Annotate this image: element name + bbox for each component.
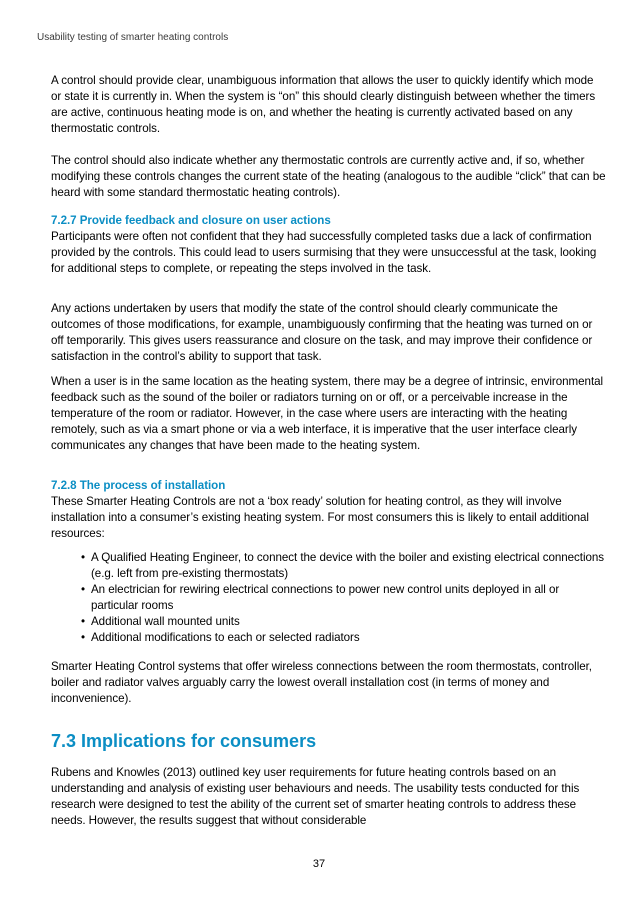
list-item-text: A Qualified Heating Engineer, to connect the device with the boiler and existing electrical connections (e.g. left from pre-existing thermostats) (91, 551, 605, 580)
body-section-3 (51, 213, 606, 277)
paragraph-rubens-knowles: Rubens and Knowles (2013) outlined key user requirements for future heating controls based on an understanding and analysis of existing user behaviours and needs. The usability tests conducted for this research were designed to test the ability of the current set of smarter heating controls to address these needs. However, the results suggest that without considerable (51, 766, 580, 827)
body-section-1 (51, 73, 606, 137)
body-section-8 (51, 765, 606, 829)
list-item (81, 582, 606, 614)
paragraph-installation: These Smarter Heating Controls are not a ‘box ready’ solution for heating control, as they will involve installation into a consumer’s existing heating system. For most consumers this is likely to entail additional resources: (51, 495, 589, 540)
list-item-text: An electrician for rewiring electrical connections to power new control units deployed in all or particular rooms (91, 583, 560, 612)
paragraph-participants-confidence: Participants were often not confident that they had successfully completed tasks due a lack of confirmation provided by the controls. This could lead to users surmising that they were unsuccessful at the task, looking for additional steps to complete, or repeating the steps involved in the task. (51, 230, 597, 275)
list-item-text: Additional wall mounted units (91, 615, 240, 628)
list-item (81, 630, 606, 646)
list-item (81, 614, 606, 630)
bullet-icon: • (81, 631, 86, 644)
body-section-2 (51, 153, 606, 201)
page-number: 37 (312, 858, 326, 870)
heading-7-2-8: 7.2.8 The process of installation (51, 479, 226, 492)
heading-7-3: 7.3 Implications for consumers (51, 731, 317, 751)
bullet-icon: • (81, 583, 86, 596)
bullet-icon: • (81, 615, 86, 628)
list-item-text: Additional modifications to each or selected radiators (91, 631, 360, 644)
body-section-4 (51, 301, 606, 365)
heading-7-2-7: 7.2.7 Provide feedback and closure on user actions (51, 214, 331, 227)
body-section-6 (51, 478, 606, 542)
body-section-5 (51, 374, 606, 454)
paragraph-remote-feedback: When a user is in the same location as the heating system, there may be a degree of intrinsic, environmental feedback such as the sound of the boiler or radiators turning on or off, or a perceivable increase in the temperature of the room or radiator. However, in the case where users are interacting with the heating remotely, such as via a smart phone or via a web interface, it is imperative that the user interface clearly communicates any changes that have been made to the heating system. (51, 375, 604, 452)
bullet-icon: • (81, 551, 86, 564)
list-item (81, 550, 606, 582)
paragraph-actions-feedback: Any actions undertaken by users that modify the state of the control should clearly communicate the outcomes of those modifications, for example, unambiguously confirming that the heating was turned on or off temporarily. This gives users reassurance and closure on the task, and may improve their confidence or satisfaction in the control’s ability to support that task. (51, 302, 593, 363)
body-section-7 (51, 659, 606, 707)
running-header: Usability testing of smarter heating controls (37, 32, 229, 43)
paragraph-wireless-cost: Smarter Heating Control systems that offer wireless connections between the room thermostats, controller, boiler and radiator valves arguably carry the lowest overall installation cost (in terms of money and inconvenience). (51, 660, 592, 705)
paragraph-mode-state: A control should provide clear, unambiguous information that allows the user to quickly identify which mode or state it is currently in. When the system is “on” this should clearly distinguish between whether the timers are active, continuous heating mode is on, and whether the heating is currently activated based on any thermostatic controls. (51, 74, 596, 135)
bullet-list (51, 550, 606, 646)
paragraph-thermostatic-indication: The control should also indicate whether any thermostatic controls are currently active and, if so, whether modifying these controls changes the current state of the heating (analogous to the audible “click” that can be heard with some standard thermostatic heating controls). (51, 154, 606, 199)
